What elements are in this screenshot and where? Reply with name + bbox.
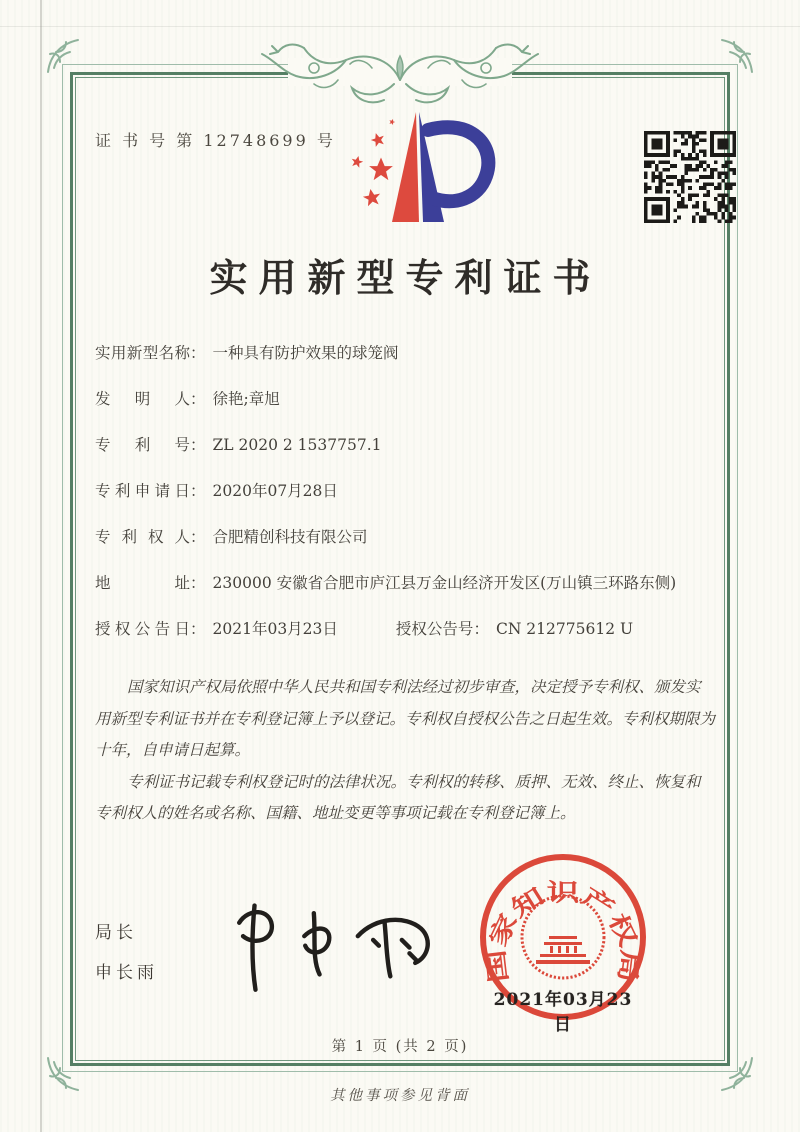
field-value: 230000 安徽省合肥市庐江县万金山经济开发区(万山镇三环路东侧) (212, 574, 677, 592)
logo-stars (350, 118, 396, 207)
field-row-patent-number (95, 433, 707, 457)
seal-text: 国家知识产权局 (483, 879, 644, 984)
commissioner-title: 局长 (95, 923, 137, 943)
legal-paragraph-2: 专利证书记载专利权登记时的法律状况。专利权的转移、质押、无效、终止、恢复和专利权人的姓名或名称、国籍、地址变更等事项记载在专利登记簿上。 (95, 772, 701, 822)
field-row-patentee (95, 525, 707, 549)
field-row-inventor (95, 387, 707, 411)
field-label: 专利权人 (95, 528, 190, 546)
field-label: 授权公告号 (395, 620, 474, 638)
field-colon: ： (190, 390, 206, 408)
scan-edge (40, 0, 42, 1132)
qr-code (644, 131, 736, 223)
field-value: 徐艳;章旭 (212, 390, 280, 408)
field-label: 地址 (95, 574, 190, 592)
field-value: ZL 2020 2 1537757.1 (212, 436, 382, 454)
legal-text (95, 672, 715, 830)
commissioner-name: 申长雨 (95, 963, 158, 983)
grant-number-value: CN 212775612 U (495, 620, 634, 638)
signoff-block (95, 918, 158, 983)
field-row-filing-date (95, 479, 707, 503)
certificate-fields (95, 341, 707, 663)
field-value: 2020年07月28日 (212, 482, 338, 500)
field-value: 合肥精创科技有限公司 (212, 528, 368, 546)
scan-edge (0, 26, 800, 27)
field-label: 发明人 (95, 390, 190, 408)
field-row-grant (95, 617, 707, 641)
field-label: 专利申请日 (95, 482, 190, 500)
field-row-address (95, 571, 707, 595)
legal-paragraph-1: 国家知识产权局依照中华人民共和国专利法经过初步审查，决定授予专利权、颁发实用新型专利证书并在专利登记簿上予以登记。专利权自授权公告之日起生效。专利权期限为十年，自申请日起算。 (95, 678, 716, 759)
page-indicator: 第 1 页 (共 2 页) (331, 1039, 469, 1055)
field-label: 实用新型名称 (95, 344, 190, 362)
field-colon: ： (190, 482, 206, 500)
field-value: 一种具有防护效果的球笼阀 (212, 344, 399, 362)
field-label: 专利号 (95, 436, 190, 454)
signature-icon (222, 878, 442, 1000)
certificate-number: 证 书 号 第 12748699 号 (95, 131, 336, 150)
field-colon: ： (190, 574, 206, 592)
svg-text:国家知识产权局 (483, 879, 644, 983)
field-colon: ： (190, 344, 206, 362)
seal-date: 2021年03月23日 (493, 990, 633, 1035)
certificate-title: 实用新型专利证书 (209, 255, 602, 300)
field-colon: ： (473, 620, 489, 638)
back-note: 其他事项参见背面 (330, 1088, 470, 1104)
cnipa-patent-logo-icon (332, 110, 510, 228)
field-label: 授权公告日 (95, 620, 190, 638)
grant-number-pair (396, 617, 633, 641)
logo-wedge-red (392, 112, 419, 222)
field-colon: ： (190, 436, 206, 454)
field-colon: ： (190, 528, 206, 546)
field-row-utility-model-name (95, 341, 707, 365)
field-colon: ： (190, 620, 206, 638)
logo-p-bowl (428, 127, 488, 201)
grant-date-value: 2021年03月23日 (212, 620, 338, 638)
